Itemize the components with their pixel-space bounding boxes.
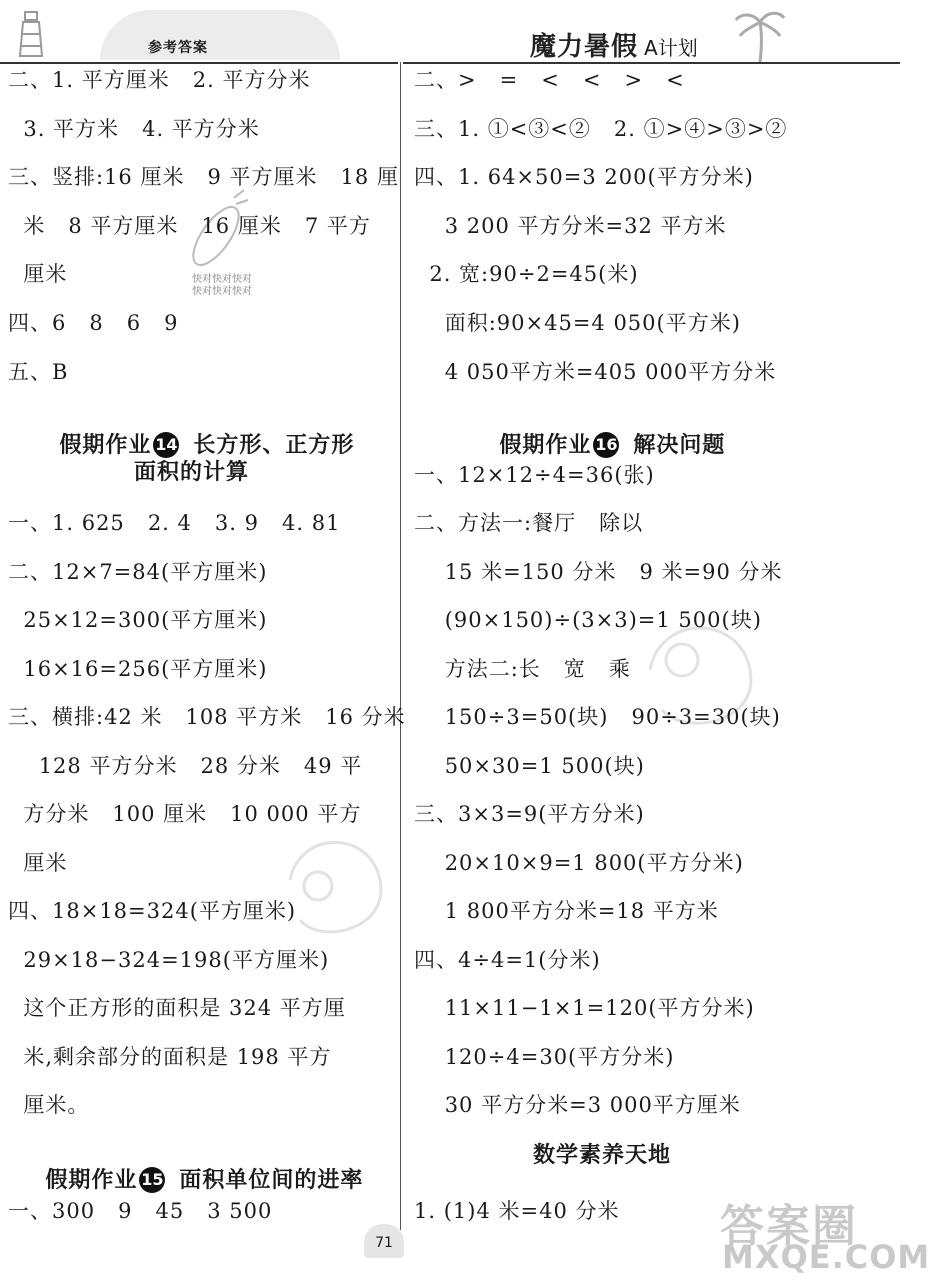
answer-line: 二、12×7=84(平方厘米) (8, 560, 268, 584)
answer-line: 25×12=300(平方厘米) (8, 608, 268, 632)
answer-line: 一、300 9 45 3 500 (8, 1199, 273, 1223)
answer-line: 这个正方形的面积是 324 平方厘 (8, 996, 346, 1020)
answer-line: 五、B (8, 360, 69, 384)
answer-line: 50×30=1 500(块) (414, 754, 645, 778)
section-prefix: 假期作业 (499, 433, 592, 458)
watermark-line-2: 快对快对快对 (192, 286, 252, 297)
answer-line: 128 平方分米 28 分米 49 平 (8, 754, 363, 778)
section-prefix: 假期作业 (45, 1168, 138, 1193)
section-prefix: 假期作业 (59, 433, 152, 458)
header-label: 参考答案 (148, 40, 208, 56)
answer-line: 1. (1)4 米=40 分米 (414, 1199, 620, 1223)
answer-line: 二、1. 平方厘米 2. 平方分米 (8, 68, 311, 92)
answer-line: 四、18×18=324(平方厘米) (8, 899, 297, 923)
answer-line: 三、横排:42 米 108 平方米 16 分米 (8, 705, 406, 729)
answer-line: 2. 宽:90÷2=45(米) (414, 262, 639, 286)
answer-line: 15 米=150 分米 9 米=90 分米 (414, 560, 783, 584)
answer-line: 4 050平方米=405 000平方分米 (414, 360, 777, 384)
answer-line: 一、1. 625 2. 4 3. 9 4. 81 (8, 511, 341, 535)
watermark-line-1: 快对快对快对 (192, 274, 252, 285)
header-brand (530, 26, 698, 63)
answer-line: 30 平方分米=3 000平方厘米 (414, 1093, 741, 1117)
site-watermark-url: MXQE.COM (722, 1238, 930, 1276)
answer-line: 16×16=256(平方厘米) (8, 657, 268, 681)
answer-line: 四、6 8 6 9 (8, 311, 179, 335)
answer-line: 方分米 100 厘米 10 000 平方 (8, 802, 362, 826)
site-watermark: 答案圈 (720, 1201, 858, 1252)
section-heading-15 (28, 1138, 363, 1194)
section-heading-16 (482, 403, 725, 459)
answer-line: 11×11−1×1=120(平方分米) (414, 996, 755, 1020)
answer-line: 米 8 平方厘米 16 厘米 7 平方 (8, 214, 371, 238)
section-number-badge: 14 (153, 432, 179, 458)
lighthouse-icon (14, 6, 48, 58)
answer-line: 厘米 (8, 262, 68, 286)
answer-line: 120÷4=30(平方分米) (414, 1045, 675, 1069)
answer-line: 三、1. ①<③<② 2. ①>④>③>② (414, 117, 788, 141)
answer-line: 厘米。 (8, 1093, 90, 1117)
section-title: 面积单位间的进率 (179, 1168, 364, 1193)
section-heading-math: 数学素养天地 (533, 1143, 672, 1168)
answer-line: 二、方法一:餐厅 除以 (414, 511, 644, 535)
answer-line: 四、1. 64×50=3 200(平方分米) (414, 165, 754, 189)
column-divider (400, 62, 401, 1230)
page-number: 71 (364, 1224, 404, 1258)
brand-title: 魔力暑假 (530, 32, 639, 62)
section-title-a: 长方形、正方形 (193, 433, 355, 458)
answer-line: 面积:90×45=4 050(平方米) (414, 311, 741, 335)
answer-line: 1 800平方分米=18 平方米 (414, 899, 719, 923)
answer-line: 29×18−324=198(平方厘米) (8, 948, 330, 972)
answer-line: 方法二:长 宽 乘 (414, 657, 631, 681)
answer-line: 米,剩余部分的面积是 198 平方 (8, 1045, 332, 1069)
section-heading-14 (42, 403, 354, 459)
answer-line: 三、3×3=9(平方分米) (414, 802, 645, 826)
palm-tree-icon (732, 6, 788, 64)
answer-line: 厘米 (8, 851, 68, 875)
header-tab-bg (100, 10, 340, 60)
section-number-badge: 16 (593, 432, 619, 458)
answer-line: 20×10×9=1 800(平方分米) (414, 851, 744, 875)
section-title: 解决问题 (633, 433, 726, 458)
section-number-badge: 15 (139, 1167, 165, 1193)
answer-line: 150÷3=50(块) 90÷3=30(块) (414, 705, 781, 729)
answer-line: (90×150)÷(3×3)=1 500(块) (414, 608, 762, 632)
answer-line: 四、4÷4=1(分米) (414, 948, 601, 972)
answer-line: 3. 平方米 4. 平方分米 (8, 117, 260, 141)
answer-line: 一、12×12÷4=36(张) (414, 463, 655, 487)
answer-line: 二、> = < < > < (414, 68, 685, 92)
watermark-small-text (192, 274, 252, 298)
section-heading-14-line2: 面积的计算 (134, 460, 250, 485)
answer-line: 三、竖排:16 厘米 9 平方厘米 18 厘 (8, 165, 399, 189)
page-header (0, 0, 900, 62)
answer-line: 3 200 平方分米=32 平方米 (414, 214, 727, 238)
brand-subtitle: A计划 (644, 36, 698, 60)
logo-watermark-left (280, 820, 390, 950)
